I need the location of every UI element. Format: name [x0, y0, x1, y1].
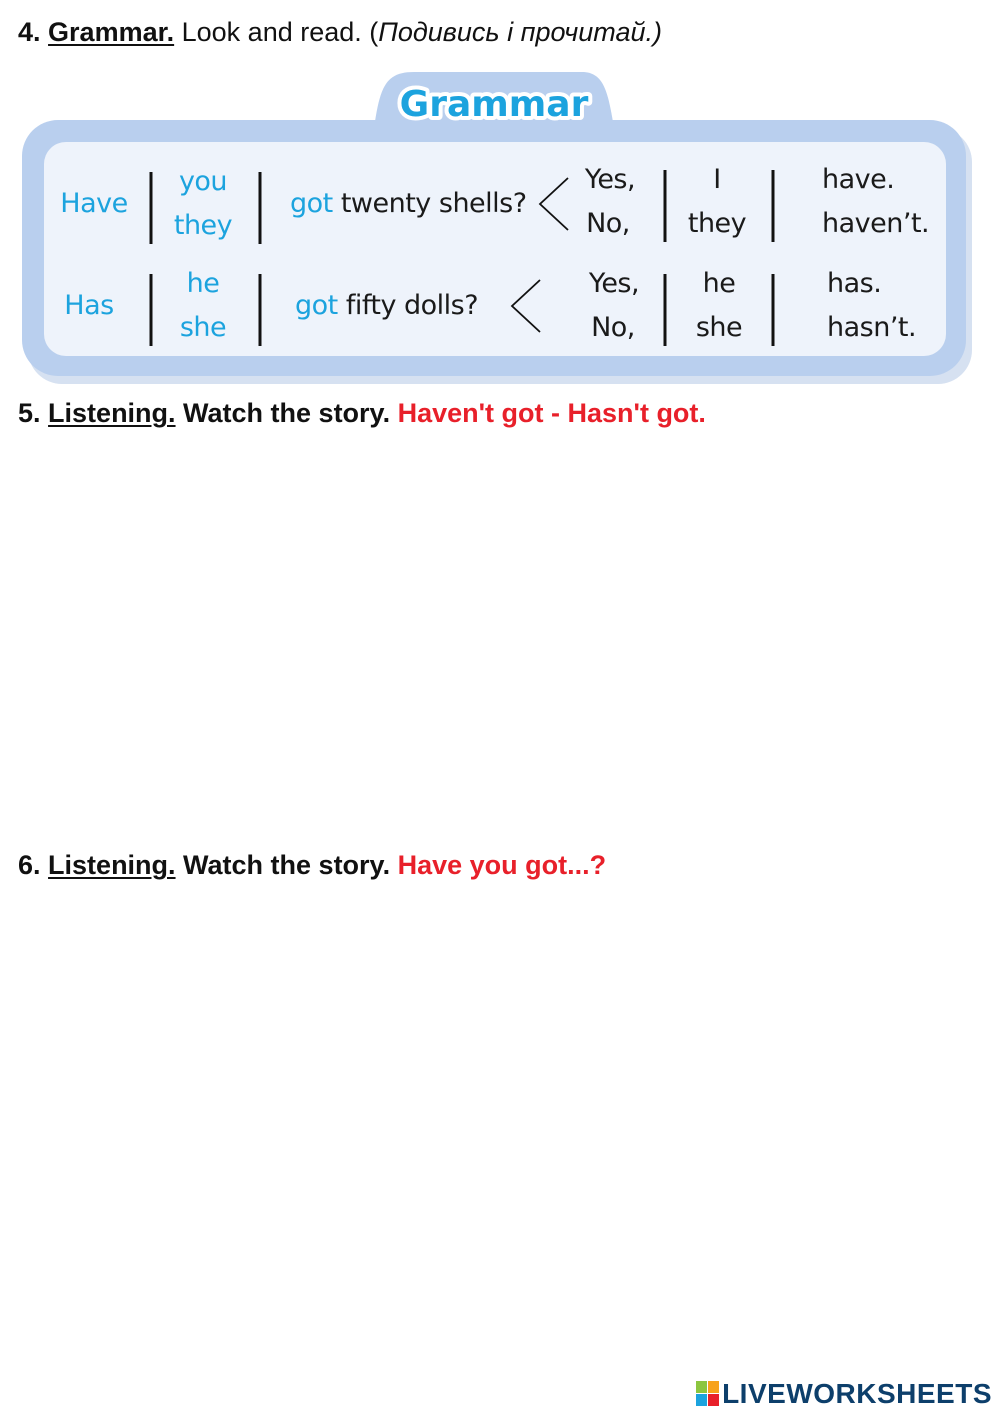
section-instruction: Watch the story. [175, 850, 398, 880]
pronoun-he: he [702, 268, 736, 299]
section-6-heading [18, 850, 606, 881]
logo-text: LIVEWORKSHEETS [722, 1378, 992, 1409]
section-highlight: Haven't got - Hasn't got. [397, 398, 706, 428]
subject-they: they [173, 210, 233, 241]
grammar-tab-title-art [396, 74, 596, 130]
pronoun-i: I [713, 164, 721, 195]
liveworksheets-logo [696, 1378, 992, 1410]
answer-yes: Yes, [584, 164, 636, 195]
section-instruction: Look and read. ( [174, 17, 379, 47]
section-number: 5. [18, 398, 41, 428]
aux-has: Has [64, 290, 114, 321]
grammar-tab-title: Grammar [399, 84, 589, 125]
got-word: got [295, 290, 338, 321]
question-2 [295, 290, 478, 321]
short-answer-have: have. [822, 164, 895, 195]
question-object: twenty shells? [332, 188, 527, 219]
subject-you: you [178, 166, 228, 197]
short-answer-havent: haven’t. [822, 208, 930, 239]
pronoun-she: she [695, 312, 743, 343]
section-number: 6. [18, 850, 41, 880]
got-word: got [290, 188, 333, 219]
subject-she: she [179, 312, 227, 343]
section-keyword: Listening. [48, 398, 176, 428]
answer-yes: Yes, [588, 268, 640, 299]
section-highlight: Have you got...? [397, 850, 607, 880]
section-translation: Подивись і прочитай.) [378, 17, 662, 47]
section-instruction: Watch the story. [175, 398, 398, 428]
section-5-heading [18, 398, 706, 429]
question-object: fifty dolls? [337, 290, 479, 321]
short-answer-hasnt: hasn’t. [827, 312, 917, 343]
logo-blocks-icon [696, 1381, 720, 1407]
section-keyword: Listening. [48, 850, 176, 880]
section-4-heading [18, 17, 662, 48]
question-1 [290, 188, 527, 219]
pronoun-they: they [687, 208, 747, 239]
aux-have: Have [60, 188, 128, 219]
grammar-table [22, 68, 974, 386]
section-number: 4. [18, 17, 41, 47]
answer-no: No, [586, 208, 630, 239]
answer-no: No, [591, 312, 635, 343]
short-answer-has: has. [827, 268, 882, 299]
subject-he: he [186, 268, 220, 299]
section-keyword: Grammar. [48, 17, 175, 47]
